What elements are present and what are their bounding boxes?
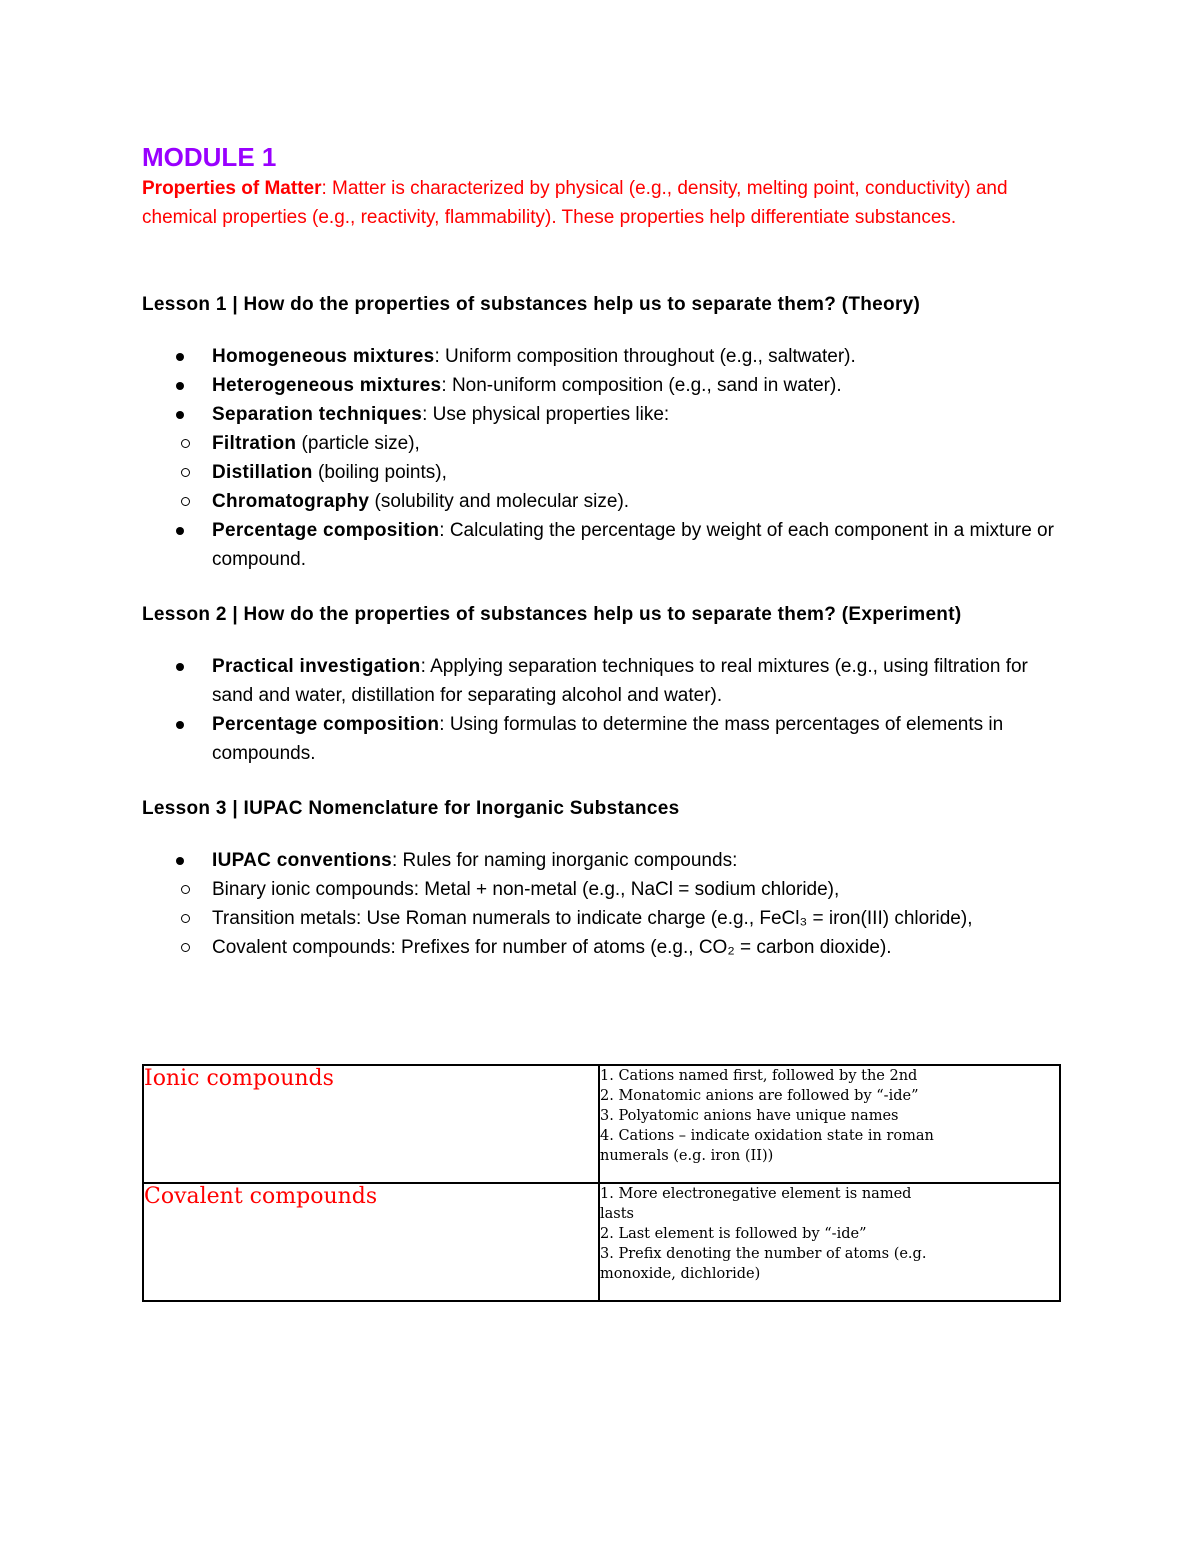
rule-line: 2. Last element is followed by “-ide” <box>600 1226 867 1242</box>
item-text: : Applying separation techniques to real mixtures (e.g., using filtration for sand and water, distillation for separating alcohol and water). <box>212 656 1028 706</box>
item-term: Filtration <box>212 433 297 454</box>
rule-line: numerals (e.g. iron (II)) <box>600 1148 774 1164</box>
table-row <box>143 1065 1060 1183</box>
module-intro <box>142 174 1062 232</box>
document-page <box>142 140 1062 962</box>
item-text: : Rules for naming inorganic compounds: <box>392 850 738 871</box>
bullet-icon <box>176 857 184 865</box>
nomenclature-table <box>142 1064 1061 1302</box>
circle-bullet-icon <box>181 885 190 894</box>
rule-line: 4. Cations – indicate oxidation state in roman <box>600 1128 934 1144</box>
table-cell-name: Covalent compounds <box>143 1183 599 1301</box>
item-term: Heterogeneous mixtures <box>212 375 442 396</box>
list-item <box>142 400 1062 516</box>
bullet-icon <box>176 353 184 361</box>
module-title: MODULE 1 <box>142 142 277 172</box>
item-term: Percentage composition <box>212 714 440 735</box>
bullet-icon <box>176 527 184 535</box>
lesson3-heading: Lesson 3 | IUPAC Nomenclature for Inorganic Substances <box>142 798 680 819</box>
item-term: Homogeneous mixtures <box>212 346 435 367</box>
item-text: Binary ionic compounds: Metal + non-metal (e.g., NaCl = sodium chloride), <box>212 879 840 900</box>
sub-list-item <box>142 875 1062 904</box>
item-text: (boiling points), <box>312 462 447 483</box>
sub-list-item <box>142 429 1062 458</box>
separation-sublist <box>142 429 1062 516</box>
lesson3-list <box>142 846 1062 962</box>
item-term: Separation techniques <box>212 404 423 425</box>
rule-line: monoxide, dichloride) <box>600 1266 761 1282</box>
item-term: Percentage composition <box>212 520 440 541</box>
list-item <box>142 342 1062 371</box>
item-text: Transition metals: Use Roman numerals to indicate charge (e.g., FeCl₃ = iron(III) chloride), <box>212 908 973 929</box>
bullet-icon <box>176 721 184 729</box>
lesson2-list <box>142 652 1062 768</box>
lesson2-heading: Lesson 2 | How do the properties of substances help us to separate them? (Experiment) <box>142 604 962 625</box>
list-item <box>142 371 1062 400</box>
circle-bullet-icon <box>181 439 190 448</box>
circle-bullet-icon <box>181 914 190 923</box>
intro-label: Properties of Matter <box>142 178 322 199</box>
list-item <box>142 710 1062 768</box>
table-cell-name: Ionic compounds <box>143 1065 599 1183</box>
table-cell-rules <box>599 1065 1060 1183</box>
rule-line: 3. Prefix denoting the number of atoms (e.g. <box>600 1246 927 1262</box>
item-term: IUPAC conventions <box>212 850 392 871</box>
item-text: : Non-uniform composition (e.g., sand in water). <box>441 375 842 396</box>
circle-bullet-icon <box>181 943 190 952</box>
item-text: : Calculating the percentage by weight of each component in a mixture or compound. <box>212 520 1054 570</box>
sub-list-item <box>142 487 1062 516</box>
rule-line: 3. Polyatomic anions have unique names <box>600 1108 899 1124</box>
iupac-sublist <box>142 875 1062 962</box>
list-item <box>142 846 1062 962</box>
table-cell-rules <box>599 1183 1060 1301</box>
list-item <box>142 516 1062 574</box>
item-text: (particle size), <box>296 433 420 454</box>
item-term: Distillation <box>212 462 313 483</box>
rule-line: 1. Cations named first, followed by the 2nd <box>600 1068 918 1084</box>
bullet-icon <box>176 382 184 390</box>
item-text: : Using formulas to determine the mass percentages of elements in compounds. <box>212 714 1004 764</box>
table-row <box>143 1183 1060 1301</box>
rule-line: 1. More electronegative element is named <box>600 1186 912 1202</box>
sub-list-item <box>142 933 1062 962</box>
item-term: Chromatography <box>212 491 370 512</box>
item-text: Covalent compounds: Prefixes for number of atoms (e.g., CO₂ = carbon dioxide). <box>212 937 892 958</box>
lesson1-list <box>142 342 1062 574</box>
intro-text: : Matter is characterized by physical (e.g., density, melting point, conductivity) and chemical properties (e.g., reactivity, flammability). These properties help differentiate substances. <box>142 178 1008 228</box>
bullet-icon <box>176 411 184 419</box>
item-text: : Uniform composition throughout (e.g., saltwater). <box>434 346 856 367</box>
circle-bullet-icon <box>181 497 190 506</box>
circle-bullet-icon <box>181 468 190 477</box>
sub-list-item <box>142 458 1062 487</box>
list-item <box>142 652 1062 710</box>
sub-list-item <box>142 904 1062 933</box>
item-text: : Use physical properties like: <box>422 404 670 425</box>
lesson1-heading: Lesson 1 | How do the properties of substances help us to separate them? (Theory) <box>142 294 921 315</box>
rule-line: 2. Monatomic anions are followed by “-ide” <box>600 1088 919 1104</box>
item-text: (solubility and molecular size). <box>369 491 630 512</box>
rule-line: lasts <box>600 1206 634 1222</box>
item-term: Practical investigation <box>212 656 421 677</box>
bullet-icon <box>176 663 184 671</box>
